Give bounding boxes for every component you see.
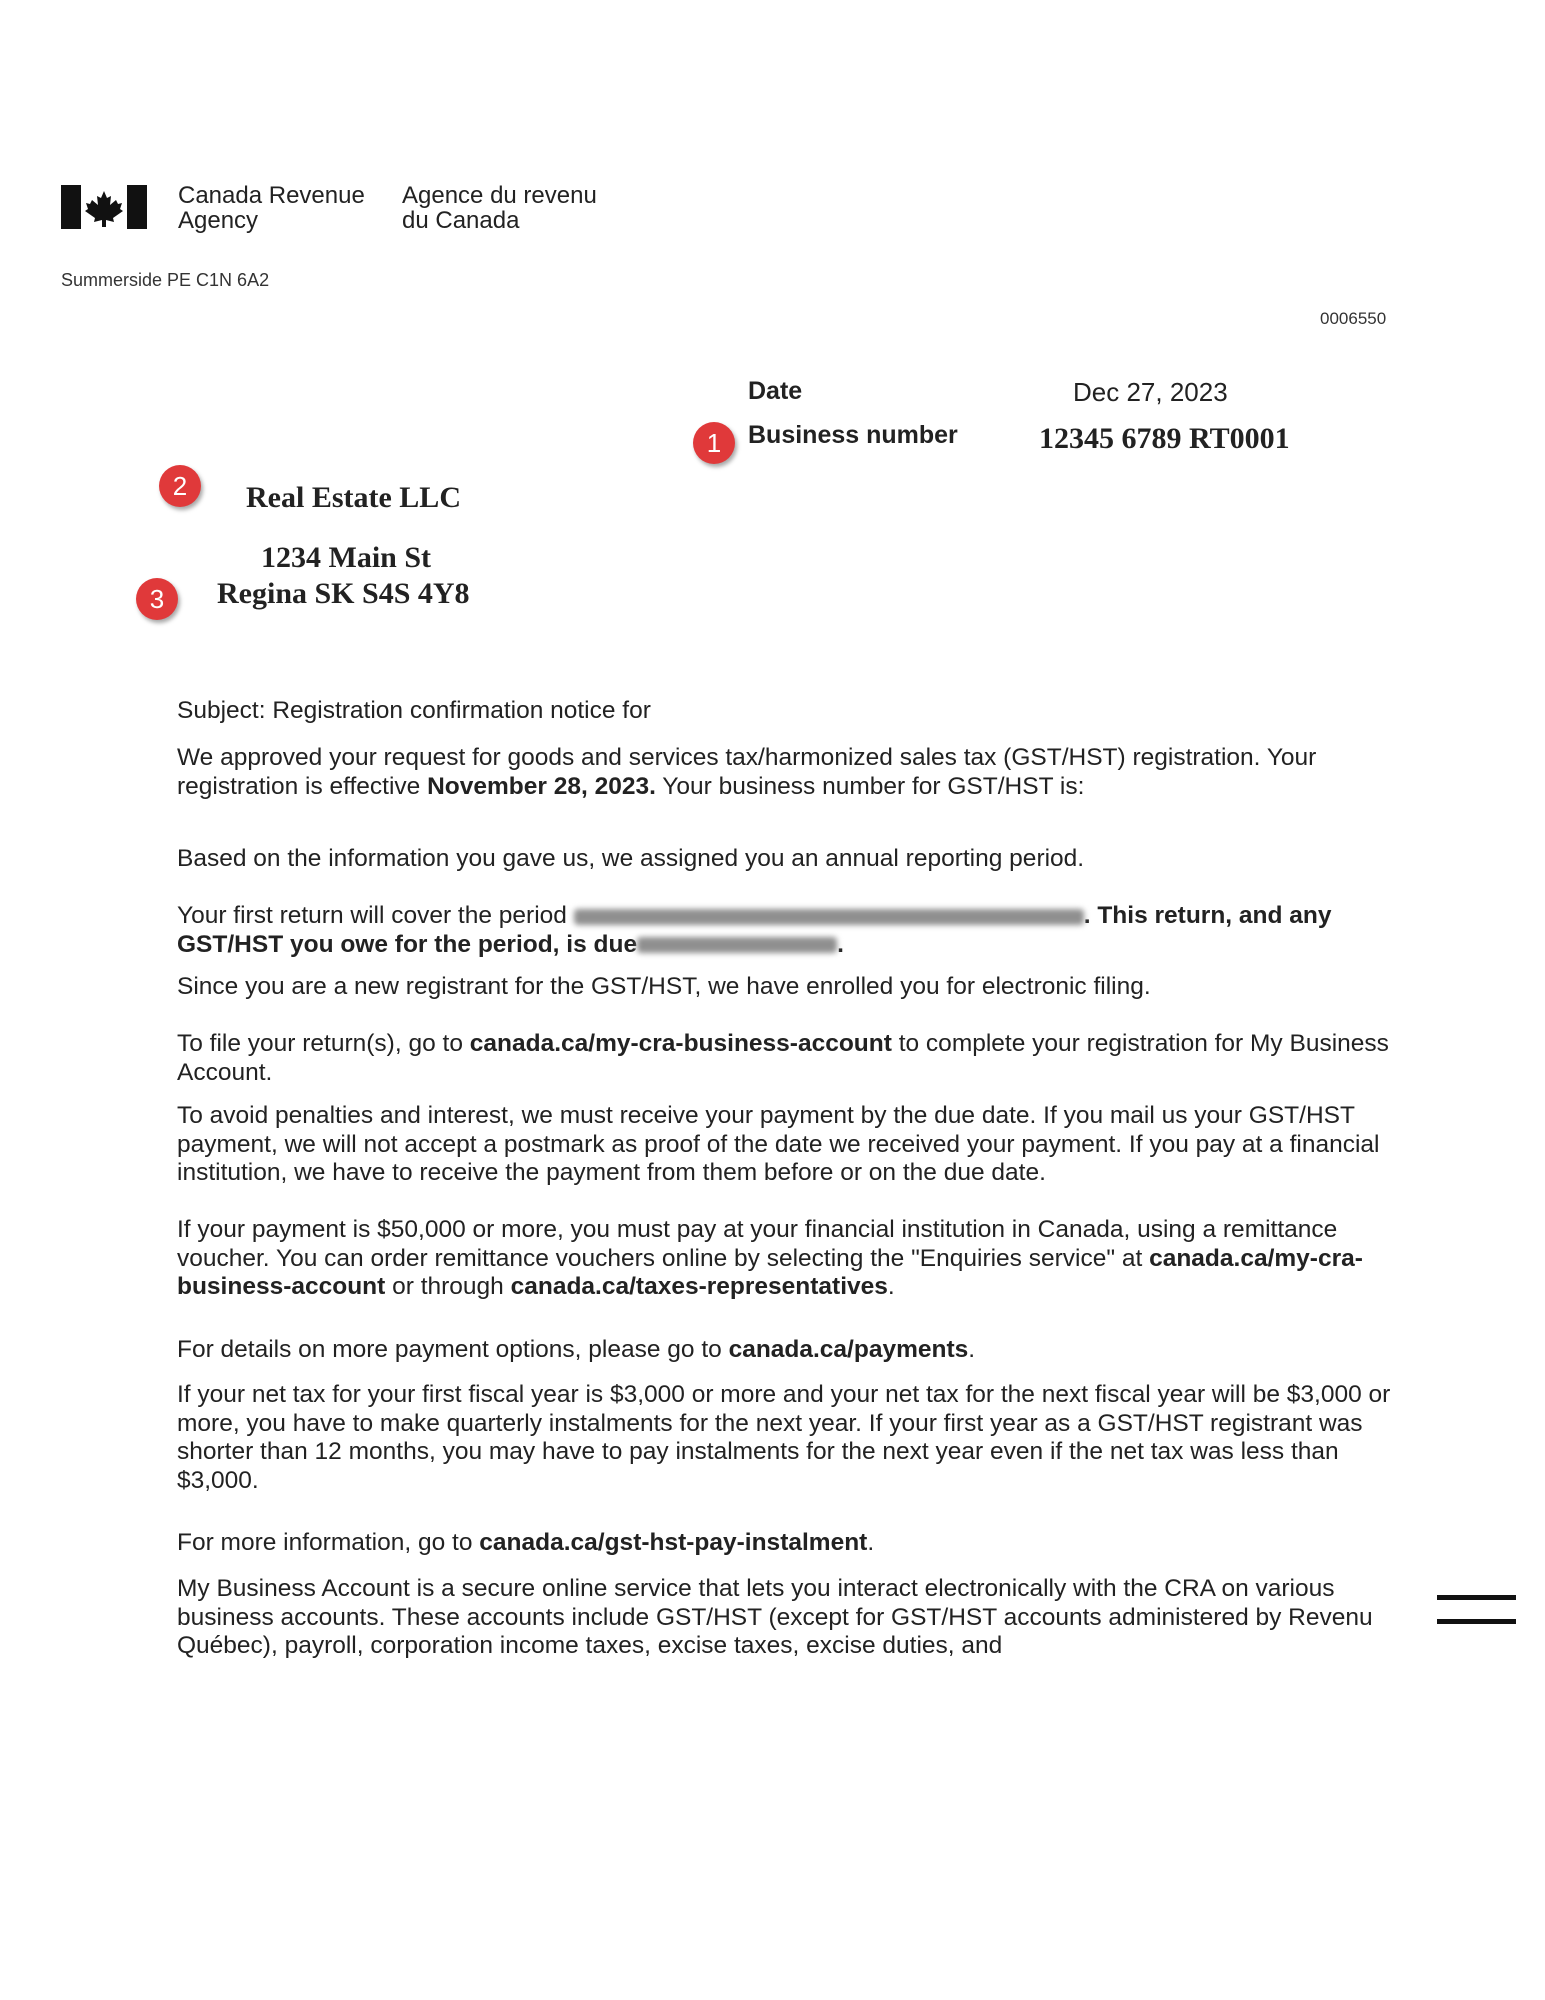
payments-link[interactable]: canada.ca/payments [728, 1336, 969, 1363]
annotation-marker-3: 3 [136, 578, 178, 620]
redacted-period [574, 909, 1084, 925]
equals-mark-top [1437, 1595, 1516, 1600]
agency-en-line2: Agency [178, 207, 259, 234]
large-payment-text-a: If your payment is $50,000 or more, you must pay at your financial institution in Canada, using a remittance voucher. You can order remittance vouchers online by selecting the "Enquiries service" at [177, 1216, 1338, 1272]
return-address: Summerside PE C1N 6A2 [61, 270, 270, 290]
first-return-text-c: . [837, 930, 844, 958]
approval-text-a: We approved your request for goods and services tax/harmonized sales tax (GST/HST) registration. Your registration is effective [177, 744, 1317, 800]
redacted-due-date [637, 937, 837, 953]
agency-en-line1: Canada Revenue [178, 182, 365, 209]
agency-fr-line1: Agence du revenu [402, 182, 597, 209]
paragraph-payment-options [177, 1336, 1407, 1365]
recipient-city-line: Regina SK S4S 4Y8 [217, 577, 470, 610]
equals-mark-bottom [1437, 1619, 1516, 1624]
canada-flag-logo [61, 185, 147, 229]
date-label: Date [748, 377, 803, 405]
file-returns-text-b: to complete your registration for My Business Account. [177, 1030, 1389, 1086]
approval-text-b: Your business number for GST/HST is: [655, 772, 1085, 800]
agency-name-english [178, 183, 365, 233]
agency-fr-line2: du Canada [402, 207, 520, 234]
taxes-representatives-link[interactable]: canada.ca/taxes-representatives [510, 1273, 888, 1300]
subject-line: Subject: Registration confirmation notice for [177, 697, 651, 724]
paragraph-instalments: If your net tax for your first fiscal year is $3,000 or more and your net tax for the next fiscal year will be $3,000 or more, you have to make quarterly instalments for the next year. If your first year as a GST/HST registrant was shorter than 12 months, you may have to pay instalments for the next year even if the net tax was less than $3,000. [177, 1381, 1391, 1494]
payment-options-text-b: . [968, 1336, 976, 1363]
recipient-street: 1234 Main St [261, 541, 432, 574]
first-return-text-b: . This return, and any GST/HST you owe for the period, is due [177, 902, 1332, 958]
paragraph-first-return [177, 902, 1407, 959]
date-value: Dec 27, 2023 [1073, 377, 1228, 407]
paragraph-file-returns [177, 1030, 1407, 1087]
annotation-marker-1: 1 [693, 422, 735, 464]
paragraph-large-payment [177, 1216, 1407, 1302]
my-cra-business-account-link-2[interactable]: canada.ca/my-cra-business-account [177, 1244, 1363, 1300]
agency-name-french [402, 183, 597, 233]
recipient-name: Real Estate LLC [246, 481, 461, 514]
paragraph-my-business-account: My Business Account is a secure online service that lets you interact electronically with the CRA on various business accounts. These accounts include GST/HST (except for GST/HST accounts administered by Revenu Québec), payroll, corporation income taxes, excise taxes, excise duties, and [177, 1575, 1373, 1659]
paragraph-electronic-filing: Since you are a new registrant for the GST/HST, we have enrolled you for electronic filing. [177, 973, 1151, 1000]
payment-options-text-a: For details on more payment options, please go to [177, 1336, 729, 1363]
large-payment-text-c: . [887, 1273, 895, 1300]
more-info-text-a: For more information, go to [177, 1529, 480, 1556]
paragraph-approval [177, 744, 1407, 801]
more-info-text-b: . [867, 1529, 875, 1556]
business-number-label: Business number [748, 421, 958, 449]
file-returns-text-a: To file your return(s), go to [177, 1030, 470, 1057]
paragraph-more-info [177, 1529, 1407, 1558]
first-return-text-a: Your first return will cover the period [177, 902, 574, 929]
large-payment-text-b: or through [385, 1273, 511, 1300]
paragraph-penalties: To avoid penalties and interest, we must receive your payment by the due date. If you mail us your GST/HST payment, we will not accept a postmark as proof of the date we received your payment. If you pay at a financial institution, we have to receive the payment from them before or on the due date. [177, 1102, 1380, 1186]
my-cra-business-account-link[interactable]: canada.ca/my-cra-business-account [469, 1030, 892, 1057]
effective-date: November 28, 2023. [427, 772, 656, 800]
gst-hst-pay-instalment-link[interactable]: canada.ca/gst-hst-pay-instalment [479, 1529, 868, 1556]
business-number-value: 12345 6789 RT0001 [1039, 422, 1290, 455]
annotation-marker-2: 2 [159, 465, 201, 507]
document-code: 0006550 [1320, 309, 1387, 328]
paragraph-reporting-period: Based on the information you gave us, we assigned you an annual reporting period. [177, 845, 1085, 872]
